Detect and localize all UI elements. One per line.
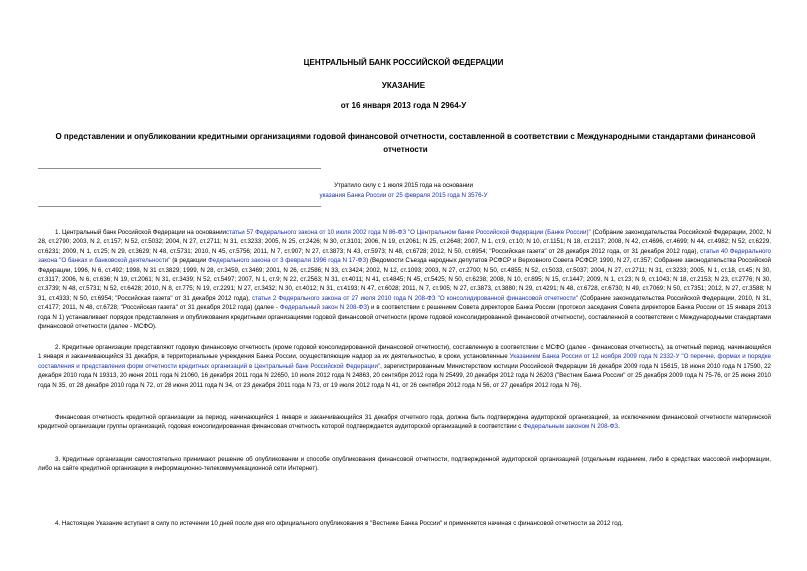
divider-top bbox=[38, 168, 321, 169]
law-link-2332u[interactable]: Указанием Банка России от 12 ноября 2009 года N 2332-У "О перечне, формах и порядке составления и представления форм отчетности кредитных организаций в Центральный банк Российской Федерации" bbox=[38, 353, 771, 370]
divider-bottom bbox=[38, 206, 321, 207]
paragraph-2-part-2: Финансовая отчетность кредитной организации за период, начинающийся 1 января и заканчивающийся 31 декабря отчетного года, должна быть подтверждена аудиторской организацией, за исключением финансовой отчетности материнской кредитной организации группы организаций, годовая консолидированная финансовая отчетность которой подтверждается аудиторской организацией в соответствии с Федеральным законом N 208-ФЗ. bbox=[38, 414, 771, 431]
document-type-heading: УКАЗАНИЕ bbox=[381, 81, 426, 90]
law-link-17fz[interactable]: Федерального закона от 3 февраля 1996 года N 17-ФЗ bbox=[208, 257, 367, 265]
expired-notice-link-line bbox=[0, 191, 807, 200]
document-date-number: от 16 января 2013 года N 2964-У bbox=[340, 101, 467, 110]
expired-notice: Утратило силу с 1 июля 2015 года на основании bbox=[334, 182, 473, 189]
issuer-heading: ЦЕНТРАЛЬНЫЙ БАНК РОССИЙСКОЙ ФЕДЕРАЦИИ bbox=[303, 58, 504, 67]
paragraph-3: 3. Кредитные организации самостоятельно принимают решение об опубликовании и способе опубликования финансовой отчетности, подтвержденной аудиторской организацией (отдельным изданием, либо в средствах массовой информации, либо на сайте кредитной организации в информационно-телекоммуникационной сети Интернет). bbox=[38, 456, 771, 473]
paragraph-1: 1. Центральный банк Российской Федерации на основаниистатьи 57 Федерального закона от 10 июля 2002 года N 86-ФЗ "О Центральном банке Российской Федерации (Банке России)" (Собрание законодательства Российской Федерации, 2002, N 28, ст.2790; 2003, N 2, ст.157; N 52, ст.5032; 2004, N 27, ст.2711; N 31, ст.3233; 2005, N 25, ст.2426; N 30, ст.3101; 2006, N 19, ст.2061; N 25, ст.2648; 2007, N 1, ст.9, ст.10; N 10, ст.1151; N 18, ст.2117; 2008, N 42, ст.4696, ст.4699; N 44, ст.4982; N 52, ст.6229, ст.6231; 2009, N 1, ст.25; N 29, ст.3629; N 48, ст.5731; 2010, N 45, ст.5756; 2011, N 7, ст.907; N 27, ст.3873; N 43, ст.5973; N 48, ст.6728; 2012, N 50, ст.6954; "Российская газета" от 28 декабря 2012 года, от 31 декабря 2012 года), статьи 40 Федерального закона "О банках и банковской деятельности" (в редакции Федерального закона от 3 февраля 1996 года N 17-ФЗ) (Ведомости Съезда народных депутатов РСФСР и Верховного Совета РСФСР, 1990, N 27, ст.357; Собрание законодательства Российской Федерации, 1996, N 6, ст.492; 1998, N 31 ст.3829; 1999, N 28, ст.3459, ст.3469; 2001, N 26, ст.2586; N 33, ст.3424; 2002, N 12, ст.1093; 2003, N 27, ст.2700; N 50, ст.4855; N 52, ст.5033, ст.5037; 2004, N 27, ст.2711; N 31, ст.3233; 2005, N 1, ст.18, ст.45; N 30, ст.3117; 2006, N 6, ст.636; N 19, ст.2061; N 31, ст.3439; N 52, ст.5497; 2007, N 1, ст.9; N 22, ст.2563; N 31, ст.4011; N 41, ст.4845; N 45, ст.5425; N 50, ст.6238; 2008, N 10, ст.895; N 15, ст.1447; 2009, N 1, ст.23; N 9, ст.1043; N 18, ст.2153; N 23, ст.2776; N 30, ст.3739; N 48, ст.5731; N 52, ст.6428; 2010, N 8, ст.775; N 19, ст.2291; N 27, ст.3432; N 30, ст.4012; N 31, ст.4193; N 47, ст.6028; 2011, N 7, ст.905; N 27, ст.3873, ст.3880; N 29, ст.4291; N 48, ст.6728, ст.6730; N 49, ст.7069; N 50, ст.7351; 2012, N 27, ст.3588; N 31, ст.4333; N 50, ст.6954; "Российская газета" от 31 декабря 2012 года), статьи 2 Федерального закона от 27 июля 2010 года N 208-ФЗ "О консолидированной финансовой отчетности" (Собрание законодательства Российской Федерации, 2010, N 31, ст.4177; 2011, N 48, ст.6728; "Российская газета" от 31 декабря 2012 года) (далее - Федеральный закон N 208-ФЗ) и в соответствии с решением Совета директоров Банка России (протокол заседания Совета директоров Банка России от 15 января 2013 года N 1) устанавливает порядок представления и опубликования кредитными организациями годовой финансовой отчетности (кроме годовой консолидированной финансовой отчетности), составленной в соответствии с Международными стандартами финансовой отчетности (далее - МСФО). bbox=[38, 229, 772, 331]
paragraph-4: 4. Настоящее Указание вступает в силу по истечении 10 дней после дня его официального опубликования в "Вестнике Банка России" и применяется начиная с финансовой отчетности за 2012 год. bbox=[55, 520, 623, 527]
law-link-208fz[interactable]: Федеральный закон N 208-ФЗ bbox=[279, 304, 367, 312]
law-link-art2-208fz[interactable]: статьи 2 Федерального закона от 27 июля 2010 года N 208-ФЗ "О консолидированной финансовой отчетности" bbox=[252, 294, 578, 302]
repealing-act-link[interactable]: указания Банка России от 25 февраля 2015 года N 3576-У bbox=[319, 192, 488, 199]
document-title: О представлении и опубликовании кредитными организациями годовой финансовой отчетности, составленной в соответствии с Международными стандартами финансовой отчетности bbox=[55, 132, 756, 154]
law-link-208fz-2[interactable]: Федеральным законом N 208-ФЗ bbox=[523, 423, 619, 431]
paragraph-2: 2. Кредитные организации представляют годовую финансовую отчетность (кроме годовой консолидированной финансовой отчетности), составленную в соответствии с МСФО (далее - финансовая отчетность), за отчетный период, начинающийся 1 января и заканчивающийся 31 декабря, в территориальные учреждения Банка России, осуществляющие надзор за их деятельностью, в сроки, установленные Указанием Банка России от 12 ноября 2009 года N 2332-У "О перечне, формах и порядке составления и представления форм отчетности кредитных организаций в Центральный банк Российской Федерации", зарегистрированным Министерством юстиции Российской Федерации 16 декабря 2009 года N 15615, 18 июня 2010 года N 17590, 22 декабря 2010 года N 19313, 20 июня 2011 года N 21060, 16 декабря 2011 года N 22650, 10 июля 2012 года N 24863, 20 сентября 2012 года N 25499, 20 декабря 2012 года N 26203 ("Вестник Банка России" от 25 декабря 2009 года N 75-76, от 25 июня 2010 года N 35, от 28 декабря 2010 года N 72, от 28 июня 2011 года N 34, от 23 декабря 2011 года N 73, от 19 июля 2012 года N 41, от 26 сентября 2012 года N 56, от 27 декабря 2012 года N 76). bbox=[38, 344, 772, 389]
law-link-art40-banks[interactable]: статьи 40 Федерального закона "О банках и банковской деятельности" bbox=[38, 247, 771, 265]
law-link-art57-86fz[interactable]: статьи 57 Федерального закона от 10 июля 2002 года N 86-ФЗ "О Центральном банке Российской Федерации (Банке России)" bbox=[226, 229, 591, 236]
